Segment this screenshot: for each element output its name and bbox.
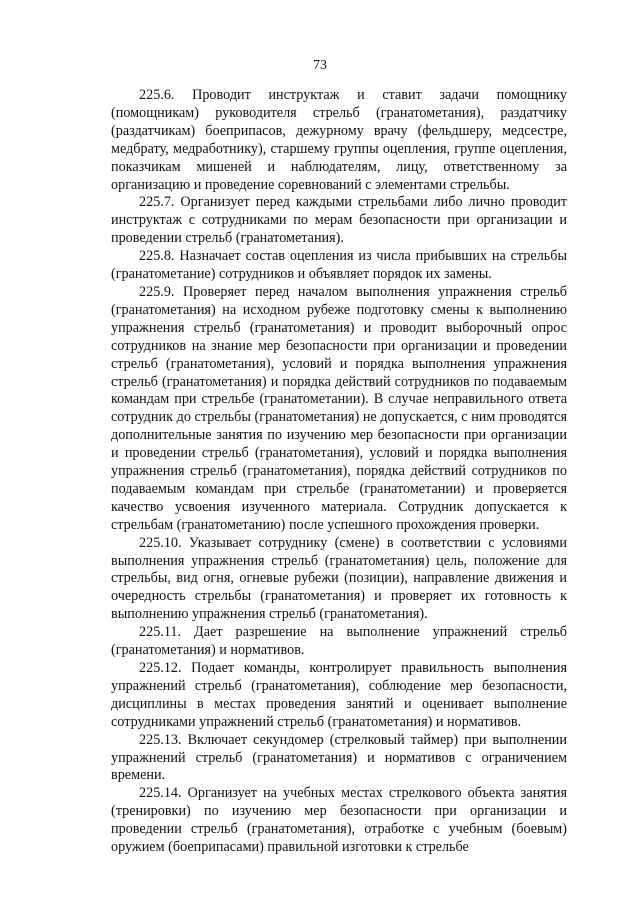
paragraph-225-11	[111, 624, 567, 660]
paragraph-text: Назначает состав оцепления из числа прибывших на стрельбы (гранатометание) сотрудников и объявляет порядок их замены.	[111, 248, 567, 283]
paragraph-number: 225.7.	[139, 194, 175, 211]
paragraph-225-10	[111, 535, 567, 625]
paragraph-number: 225.11.	[139, 624, 182, 641]
paragraph-number: 225.13.	[139, 731, 182, 748]
paragraph-number: 225.9.	[139, 283, 175, 300]
paragraph-number: 225.6.	[139, 87, 175, 103]
paragraph-225-12	[111, 660, 567, 732]
paragraph-text: Организует на учебных местах стрелкового объекта занятия (тренировки) по изучению мер безопасности при организации и проведении стрельб (гранатометания), отработке с учебным (боевым) оружием (боеприпасами) правильной изготовки к стрельбе	[111, 785, 567, 856]
paragraph-225-14	[111, 785, 567, 857]
paragraph-225-8	[111, 248, 567, 284]
paragraph-text: Указывает сотруднику (смене) в соответствии с условиями выполнения упражнения стрельб (гранатометания) цель, положение для стрельбы, вид огня, огневые рубежи (позиции), направление движения и очередность стрельбы (гранатометания) и проверяет их готовность к выполнению упражнения стрельб (гранатометания).	[111, 534, 567, 623]
paragraph-text: Подает команды, контролирует правильность выполнения упражнений стрельб (гранатометания), соблюдение мер безопасности, дисциплины в местах проведения занятий и оценивает выполнение сотрудниками упражнений стрельб (гранатометания) и нормативов.	[111, 660, 567, 730]
paragraph-text: Проверяет перед началом выполнения упражнения стрельб (гранатометания) на исходном рубеже подготовку смены к выполнению упражнения стрельб (гранатометания) и проводит выборочный опрос сотрудников на знание мер безопасности при организации и проведении стрельб (гранатометания), условий и порядка выполнения упражнения стрельб (гранатометания) и порядка действий сотрудников по подаваемым командам при стрельбе (гранатометании). В случае неправильного ответа сотрудник до стрельбы (гранатометания) не допускается, с ним проводятся дополнительные занятия по изучению мер безопасности при организации и проведении стрельб (гранатометания), условий и порядка выполнения упражнения стрельб (гранатометания), порядка действий сотрудников по подаваемым командам при стрельбе (гранатометании) и проверяется качество усвоения изученного материала. Сотрудник допускается к стрельбам (гранатометанию) после успешного прохождения проверки.	[111, 283, 567, 533]
paragraph-text: Проводит инструктаж и ставит задачи помощнику (помощникам) руководителя стрельб (гранатометания), раздатчику (раздатчикам) боеприпасов, дежурному врачу (фельдшеру, медсестре, медбрату, медработнику), старшему группы оцепления, группе оцепления, показчикам мишеней и наблюдателям, лицу, ответственному за организацию и проведение соревнований с элементами стрельбы.	[111, 87, 567, 193]
document-body	[111, 87, 567, 857]
paragraph-text: Включает секундомер (стрелковый таймер) при выполнении упражнений стрельб (гранатометания) и нормативов с ограничением времени.	[111, 731, 567, 784]
paragraph-number: 225.10.	[139, 534, 182, 551]
paragraph-number: 225.14.	[139, 785, 182, 802]
paragraph-225-7	[111, 194, 567, 248]
paragraph-225-6	[111, 87, 567, 194]
page-number: 73	[313, 58, 327, 73]
paragraph-225-13	[111, 732, 567, 786]
paragraph-text: Организует перед каждыми стрельбами либо лично проводит инструктаж с сотрудниками по мерам безопасности при организации и проведении стрельб (гранатометания).	[111, 194, 568, 247]
paragraph-number: 225.8.	[139, 248, 175, 265]
paragraph-number: 225.12.	[139, 660, 182, 676]
paragraph-text: Дает разрешение на выполнение упражнений стрельб (гранатометания) и нормативов.	[111, 624, 568, 659]
paragraph-225-9	[111, 284, 567, 535]
